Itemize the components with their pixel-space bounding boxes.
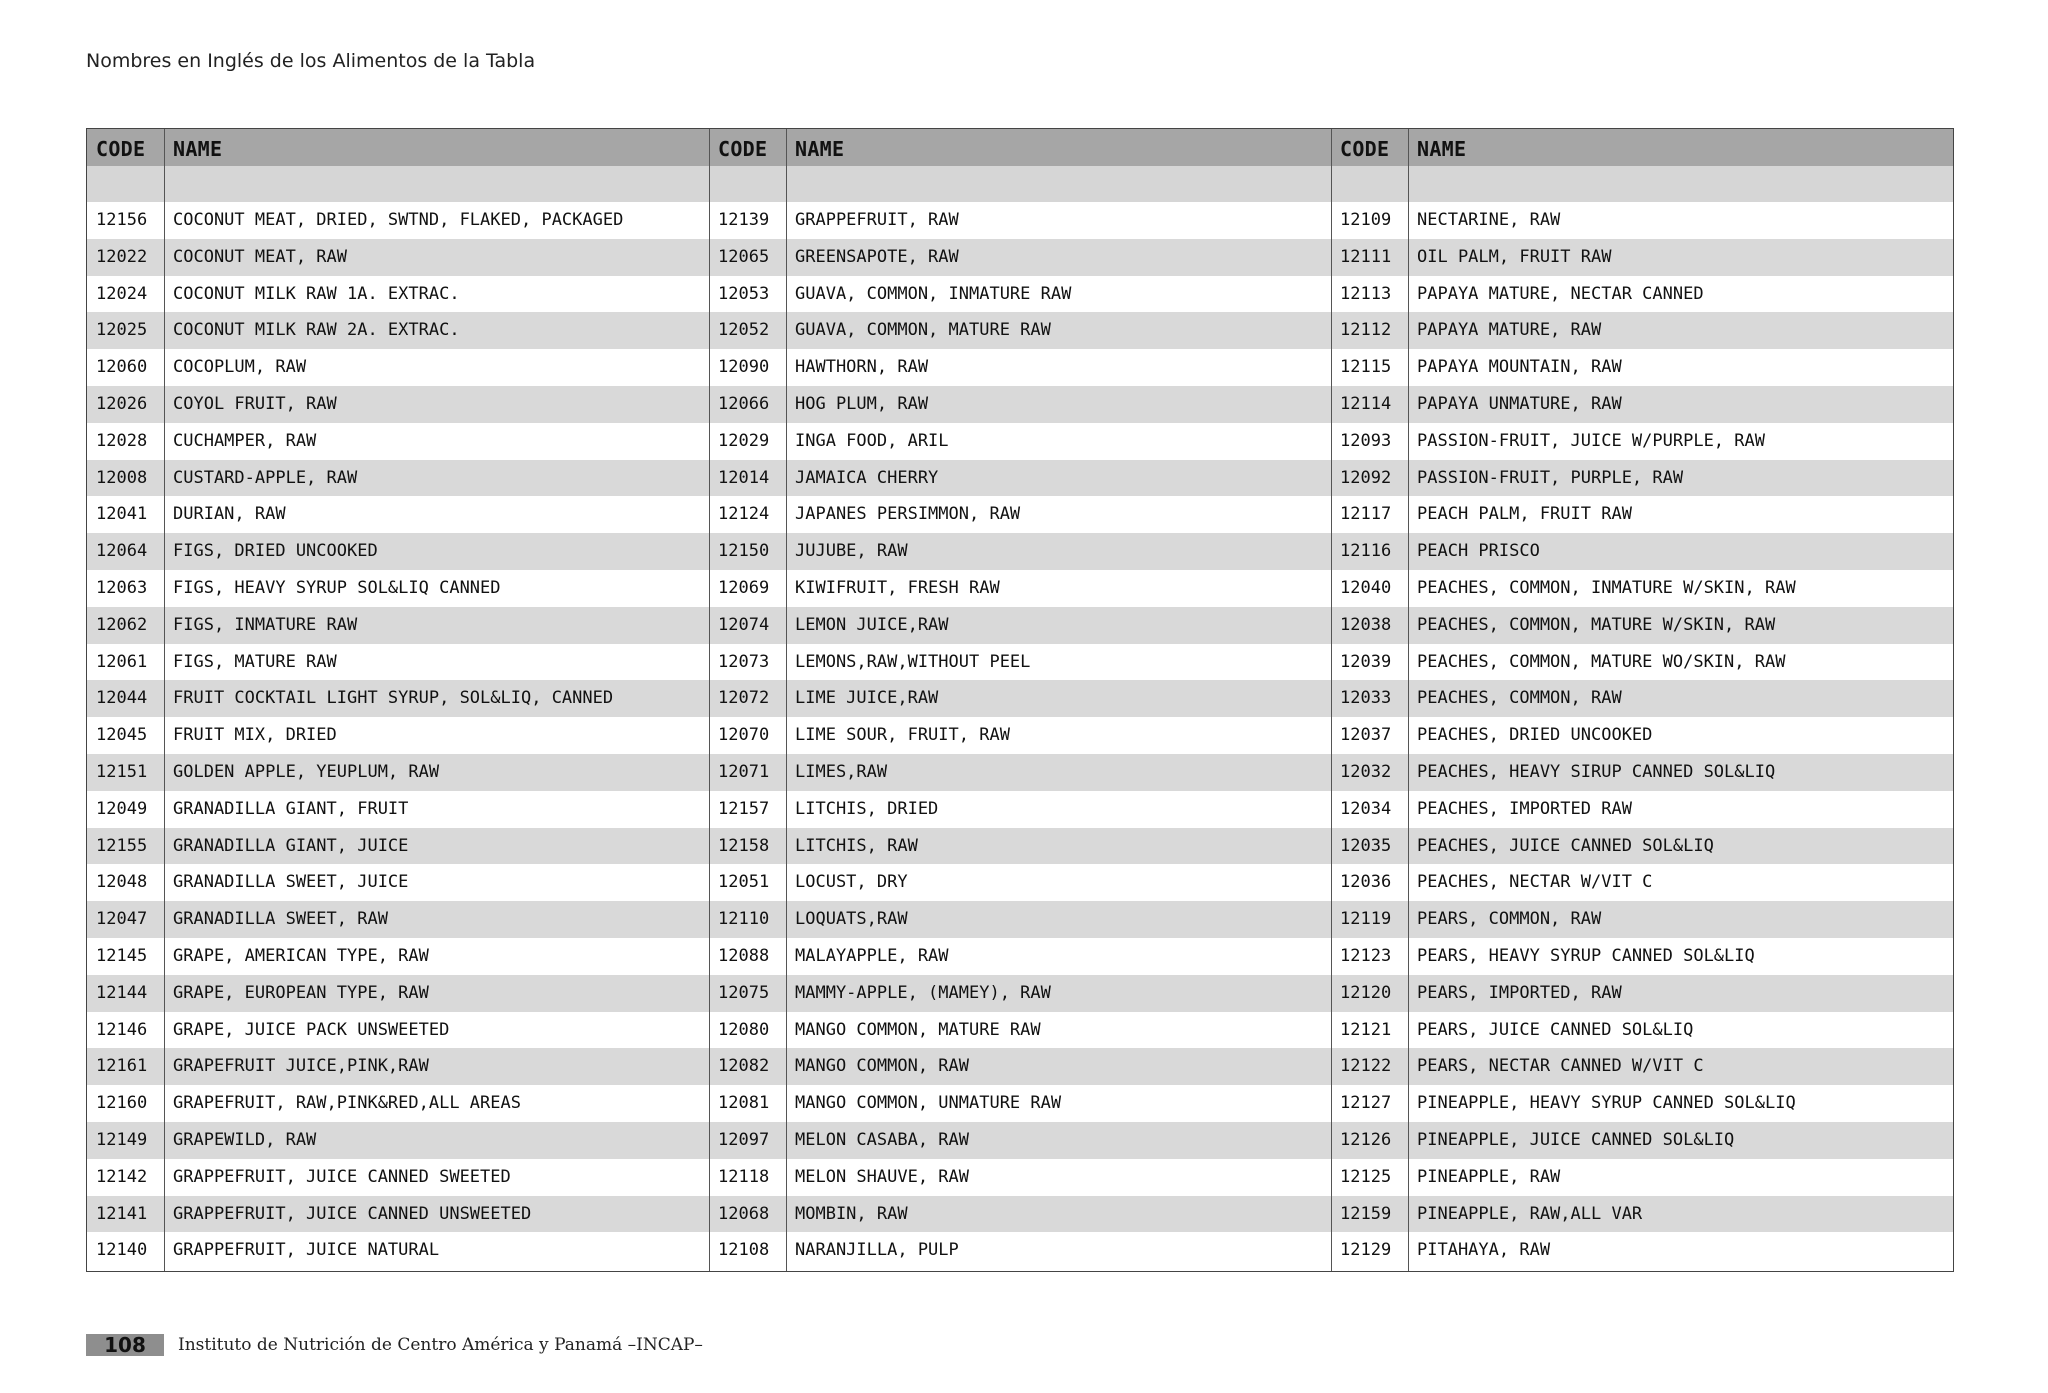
cell-code: 12051 — [718, 872, 770, 893]
cell-name: GRANADILLA GIANT, JUICE — [173, 835, 409, 856]
cell-code: 12109 — [1340, 210, 1392, 230]
cell-name: GRAPEFRUIT JUICE,PINK,RAW — [173, 1056, 429, 1077]
cell-code: 12110 — [718, 909, 770, 930]
cell-name: PEARS, HEAVY SYRUP CANNED SOL&LIQ — [1417, 946, 1755, 966]
cell-code: 12115 — [1340, 357, 1392, 378]
cell-name: KIWIFRUIT, FRESH RAW — [795, 578, 1000, 598]
cell-name: LITCHIS, RAW — [795, 835, 918, 856]
cell-name: PEACH PRISCO — [1417, 541, 1540, 562]
cell-code: 12150 — [718, 541, 770, 562]
cell-code: 12088 — [718, 946, 770, 966]
cell-code: 12053 — [718, 283, 770, 304]
cell-name: MAMMY-APPLE, (MAMEY), RAW — [795, 982, 1051, 1003]
header-name: NAME — [1417, 137, 1467, 161]
cell-code: 12116 — [1340, 541, 1392, 562]
column-divider — [786, 129, 787, 1271]
cell-code: 12157 — [718, 798, 770, 819]
column-divider — [1331, 129, 1332, 1271]
cell-name: PINEAPPLE, JUICE CANNED SOL&LIQ — [1417, 1130, 1735, 1150]
cell-name: PINEAPPLE, RAW,ALL VAR — [1417, 1203, 1643, 1224]
cell-code: 12044 — [96, 688, 148, 709]
cell-name: PASSION-FRUIT, JUICE W/PURPLE, RAW — [1417, 430, 1765, 451]
cell-name: LIME JUICE,RAW — [795, 688, 939, 709]
cell-code: 12070 — [718, 725, 770, 746]
cell-name: JAMAICA CHERRY — [795, 467, 939, 488]
cell-code: 12037 — [1340, 725, 1392, 746]
cell-name: GUAVA, COMMON, INMATURE RAW — [795, 283, 1072, 304]
row-band — [87, 386, 1953, 423]
column-divider — [709, 129, 710, 1271]
cell-name: PAPAYA UNMATURE, RAW — [1417, 394, 1622, 414]
food-names-table — [86, 128, 1954, 1272]
cell-name: DURIAN, RAW — [173, 504, 286, 525]
cell-code: 12014 — [718, 467, 770, 488]
cell-name: FIGS, MATURE RAW — [173, 651, 337, 672]
cell-name: COYOL FRUIT, RAW — [173, 394, 337, 414]
cell-code: 12066 — [718, 394, 770, 414]
cell-code: 12161 — [96, 1056, 148, 1077]
cell-name: GRANADILLA GIANT, FRUIT — [173, 798, 409, 819]
cell-code: 12047 — [96, 909, 148, 930]
cell-name: COCOPLUM, RAW — [173, 357, 307, 378]
cell-name: LIME SOUR, FRUIT, RAW — [795, 725, 1010, 746]
cell-name: PEARS, IMPORTED, RAW — [1417, 982, 1622, 1003]
cell-name: PEACHES, HEAVY SIRUP CANNED SOL&LIQ — [1417, 762, 1776, 782]
cell-name: FRUIT COCKTAIL LIGHT SYRUP, SOL&LIQ, CANNED — [173, 688, 614, 709]
cell-code: 12065 — [718, 246, 770, 267]
cell-code: 12120 — [1340, 982, 1392, 1003]
cell-name: LOCUST, DRY — [795, 872, 908, 893]
cell-code: 12062 — [96, 614, 148, 635]
cell-code: 12080 — [718, 1019, 770, 1040]
cell-name: MANGO COMMON, MATURE RAW — [795, 1019, 1041, 1040]
cell-name: GREENSAPOTE, RAW — [795, 246, 959, 267]
cell-code: 12113 — [1340, 283, 1392, 304]
cell-code: 12008 — [96, 467, 148, 488]
cell-code: 12074 — [718, 614, 770, 635]
cell-code: 12139 — [718, 210, 770, 230]
cell-name: MANGO COMMON, UNMATURE RAW — [795, 1093, 1062, 1114]
cell-name: NARANJILLA, PULP — [795, 1240, 959, 1261]
cell-code: 12049 — [96, 798, 148, 819]
cell-name: INGA FOOD, ARIL — [795, 430, 949, 451]
cell-name: PEARS, NECTAR CANNED W/VIT C — [1417, 1056, 1704, 1077]
cell-code: 12025 — [96, 320, 148, 341]
cell-code: 12092 — [1340, 467, 1392, 488]
cell-code: 12158 — [718, 835, 770, 856]
cell-name: FIGS, INMATURE RAW — [173, 614, 358, 635]
cell-name: GRAPPEFRUIT, RAW — [795, 210, 959, 230]
cell-code: 12121 — [1340, 1019, 1392, 1040]
cell-name: GRAPEWILD, RAW — [173, 1130, 317, 1150]
cell-code: 12159 — [1340, 1203, 1392, 1224]
cell-code: 12075 — [718, 982, 770, 1003]
cell-code: 12034 — [1340, 798, 1392, 819]
cell-name: CUSTARD-APPLE, RAW — [173, 467, 358, 488]
cell-code: 12140 — [96, 1240, 148, 1261]
cell-code: 12125 — [1340, 1166, 1392, 1187]
header-name: NAME — [795, 137, 845, 161]
cell-name: FRUIT MIX, DRIED — [173, 725, 337, 746]
cell-code: 12097 — [718, 1130, 770, 1150]
page-number: 108 — [86, 1334, 164, 1356]
cell-code: 12028 — [96, 430, 148, 451]
cell-name: JUJUBE, RAW — [795, 541, 908, 562]
cell-code: 12129 — [1340, 1240, 1392, 1261]
cell-name: CUCHAMPER, RAW — [173, 430, 317, 451]
cell-name: LITCHIS, DRIED — [795, 798, 939, 819]
cell-name: PEACHES, COMMON, MATURE W/SKIN, RAW — [1417, 614, 1776, 635]
row-band — [87, 239, 1953, 276]
cell-name: PAPAYA MATURE, RAW — [1417, 320, 1602, 341]
cell-name: GRAPEFRUIT, RAW,PINK&RED,ALL AREAS — [173, 1093, 521, 1114]
cell-code: 12048 — [96, 872, 148, 893]
cell-name: GRAPPEFRUIT, JUICE CANNED SWEETED — [173, 1166, 511, 1187]
cell-code: 12142 — [96, 1166, 148, 1187]
page-header: Nombres en Inglés de los Alimentos de la Tabla — [86, 50, 536, 72]
cell-code: 12041 — [96, 504, 148, 525]
cell-code: 12144 — [96, 982, 148, 1003]
cell-name: GRAPE, JUICE PACK UNSWEETED — [173, 1019, 450, 1040]
cell-code: 12108 — [718, 1240, 770, 1261]
cell-name: GRAPE, EUROPEAN TYPE, RAW — [173, 982, 429, 1003]
cell-name: COCONUT MILK RAW 1A. EXTRAC. — [173, 283, 460, 304]
cell-name: COCONUT MEAT, RAW — [173, 246, 347, 267]
cell-code: 12038 — [1340, 614, 1392, 635]
cell-name: OIL PALM, FRUIT RAW — [1417, 246, 1612, 267]
cell-name: COCONUT MILK RAW 2A. EXTRAC. — [173, 320, 460, 341]
cell-code: 12071 — [718, 762, 770, 782]
cell-code: 12123 — [1340, 946, 1392, 966]
cell-code: 12160 — [96, 1093, 148, 1114]
cell-code: 12156 — [96, 210, 148, 230]
cell-code: 12040 — [1340, 578, 1392, 598]
cell-name: LEMONS,RAW,WITHOUT PEEL — [795, 651, 1031, 672]
cell-code: 12033 — [1340, 688, 1392, 709]
cell-code: 12022 — [96, 246, 148, 267]
cell-code: 12072 — [718, 688, 770, 709]
header-code: CODE — [718, 137, 768, 161]
header-name: NAME — [173, 137, 223, 161]
cell-name: FIGS, DRIED UNCOOKED — [173, 541, 378, 562]
cell-code: 12117 — [1340, 504, 1392, 525]
cell-name: GRAPPEFRUIT, JUICE NATURAL — [173, 1240, 440, 1261]
cell-code: 12036 — [1340, 872, 1392, 893]
cell-code: 12082 — [718, 1056, 770, 1077]
cell-code: 12090 — [718, 357, 770, 378]
cell-code: 12093 — [1340, 430, 1392, 451]
cell-name: GRANADILLA SWEET, RAW — [173, 909, 388, 930]
cell-code: 12122 — [1340, 1056, 1392, 1077]
cell-name: PEACHES, IMPORTED RAW — [1417, 798, 1632, 819]
cell-name: GUAVA, COMMON, MATURE RAW — [795, 320, 1051, 341]
cell-code: 12124 — [718, 504, 770, 525]
cell-name: MANGO COMMON, RAW — [795, 1056, 969, 1077]
cell-name: PEARS, COMMON, RAW — [1417, 909, 1602, 930]
cell-code: 12126 — [1340, 1130, 1392, 1150]
cell-name: PINEAPPLE, HEAVY SYRUP CANNED SOL&LIQ — [1417, 1093, 1796, 1114]
cell-code: 12035 — [1340, 835, 1392, 856]
cell-name: PAPAYA MATURE, NECTAR CANNED — [1417, 283, 1704, 304]
cell-code: 12114 — [1340, 394, 1392, 414]
column-divider — [164, 129, 165, 1271]
cell-name: LOQUATS,RAW — [795, 909, 908, 930]
cell-name: PEACHES, NECTAR W/VIT C — [1417, 872, 1653, 893]
cell-name: PEACHES, COMMON, MATURE WO/SKIN, RAW — [1417, 651, 1786, 672]
column-divider — [1408, 129, 1409, 1271]
cell-name: LIMES,RAW — [795, 762, 888, 782]
cell-code: 12063 — [96, 578, 148, 598]
cell-name: COCONUT MEAT, DRIED, SWTND, FLAKED, PACKAGED — [173, 210, 624, 230]
table-header-row — [87, 129, 1953, 167]
cell-code: 12060 — [96, 357, 148, 378]
footer-text: Instituto de Nutrición de Centro América y Panamá –INCAP– — [178, 1335, 703, 1355]
cell-name: MELON CASABA, RAW — [795, 1130, 969, 1150]
cell-name: PEACH PALM, FRUIT RAW — [1417, 504, 1632, 525]
cell-name: MOMBIN, RAW — [795, 1203, 908, 1224]
cell-code: 12151 — [96, 762, 148, 782]
cell-name: HAWTHORN, RAW — [795, 357, 929, 378]
cell-code: 12032 — [1340, 762, 1392, 782]
cell-code: 12119 — [1340, 909, 1392, 930]
cell-name: GRANADILLA SWEET, JUICE — [173, 872, 409, 893]
cell-name: PEACHES, DRIED UNCOOKED — [1417, 725, 1653, 746]
cell-name: PAPAYA MOUNTAIN, RAW — [1417, 357, 1622, 378]
cell-code: 12024 — [96, 283, 148, 304]
cell-name: HOG PLUM, RAW — [795, 394, 929, 414]
cell-code: 12029 — [718, 430, 770, 451]
cell-name: PEACHES, COMMON, INMATURE W/SKIN, RAW — [1417, 578, 1796, 598]
cell-code: 12064 — [96, 541, 148, 562]
cell-code: 12111 — [1340, 246, 1392, 267]
cell-code: 12039 — [1340, 651, 1392, 672]
cell-code: 12155 — [96, 835, 148, 856]
cell-code: 12081 — [718, 1093, 770, 1114]
cell-name: MELON SHAUVE, RAW — [795, 1166, 969, 1187]
cell-name: PEARS, JUICE CANNED SOL&LIQ — [1417, 1019, 1694, 1040]
cell-name: JAPANES PERSIMMON, RAW — [795, 504, 1021, 525]
cell-code: 12127 — [1340, 1093, 1392, 1114]
cell-name: GOLDEN APPLE, YEUPLUM, RAW — [173, 762, 440, 782]
cell-name: GRAPE, AMERICAN TYPE, RAW — [173, 946, 429, 966]
cell-code: 12026 — [96, 394, 148, 414]
cell-code: 12069 — [718, 578, 770, 598]
header-code: CODE — [1340, 137, 1390, 161]
cell-code: 12052 — [718, 320, 770, 341]
cell-code: 12073 — [718, 651, 770, 672]
table-subheader-row — [87, 166, 1953, 202]
cell-code: 12045 — [96, 725, 148, 746]
cell-code: 12149 — [96, 1130, 148, 1150]
cell-code: 12141 — [96, 1203, 148, 1224]
cell-name: PITAHAYA, RAW — [1417, 1240, 1551, 1261]
cell-code: 12145 — [96, 946, 148, 966]
cell-code: 12112 — [1340, 320, 1392, 341]
cell-name: LEMON JUICE,RAW — [795, 614, 949, 635]
cell-name: PINEAPPLE, RAW — [1417, 1166, 1561, 1187]
cell-code: 12118 — [718, 1166, 770, 1187]
cell-code: 12068 — [718, 1203, 770, 1224]
cell-code: 12146 — [96, 1019, 148, 1040]
cell-code: 12061 — [96, 651, 148, 672]
cell-name: MALAYAPPLE, RAW — [795, 946, 949, 966]
cell-name: NECTARINE, RAW — [1417, 210, 1561, 230]
cell-name: GRAPPEFRUIT, JUICE CANNED UNSWEETED — [173, 1203, 532, 1224]
cell-name: PEACHES, COMMON, RAW — [1417, 688, 1622, 709]
cell-name: PASSION-FRUIT, PURPLE, RAW — [1417, 467, 1684, 488]
cell-name: FIGS, HEAVY SYRUP SOL&LIQ CANNED — [173, 578, 501, 598]
cell-name: PEACHES, JUICE CANNED SOL&LIQ — [1417, 835, 1714, 856]
header-code: CODE — [96, 137, 146, 161]
